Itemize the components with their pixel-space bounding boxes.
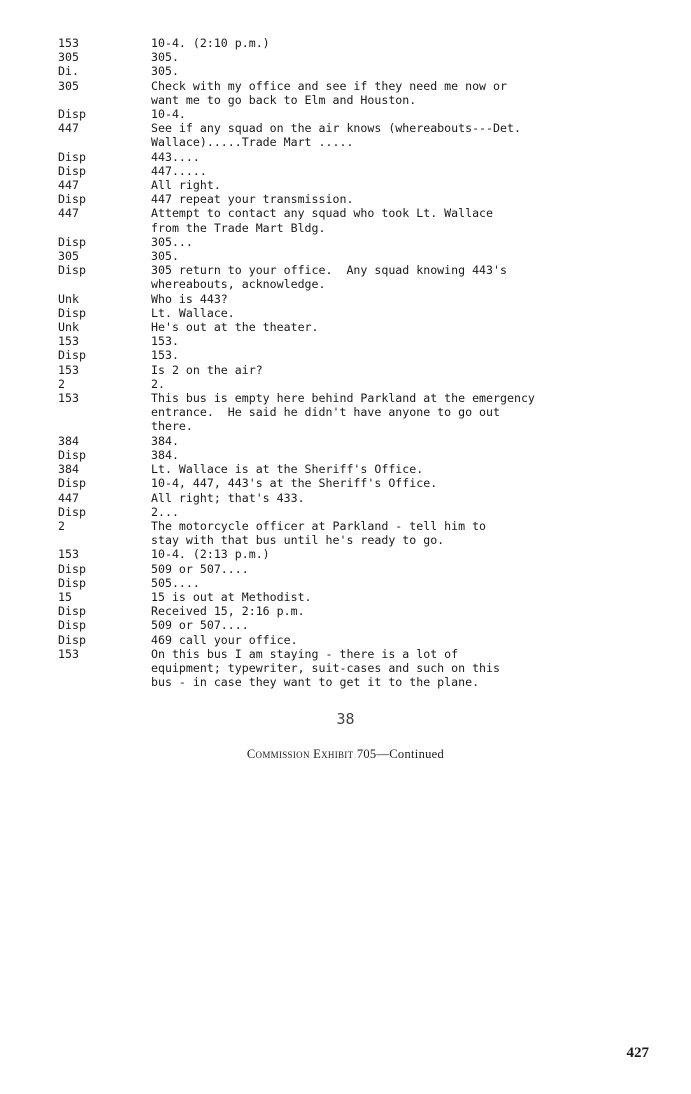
- transcript-row: [58, 576, 628, 590]
- transmission-text: Check with my office and see if they need me now or want me to go back to Elm and Houston.: [151, 78, 507, 107]
- speaker-unit: 153: [58, 646, 79, 661]
- transmission-text: 2...: [151, 504, 179, 519]
- transmission-text: 10-4. (2:10 p.m.): [151, 36, 270, 50]
- transmission-text: 153.: [151, 334, 179, 349]
- transcript-row: [58, 50, 628, 64]
- speaker-unit: 305: [58, 78, 79, 93]
- original-page-marker: 38: [336, 710, 355, 728]
- exhibit-caption-title: Commission Exhibit 705: [246, 747, 377, 761]
- transcript-row: [58, 604, 628, 618]
- speaker-unit: Disp: [58, 163, 86, 178]
- speaker-unit: 2: [58, 376, 65, 391]
- transmission-text: 469 call your office.: [151, 632, 298, 647]
- speaker-unit: 153: [58, 547, 79, 562]
- transcript-row: [58, 547, 628, 561]
- speaker-unit: Disp: [58, 234, 86, 249]
- transcript-row: [58, 391, 628, 434]
- exhibit-caption: [0, 747, 691, 762]
- transmission-text: 305.: [151, 249, 179, 264]
- transmission-text: 153.: [151, 348, 179, 363]
- transmission-text: 505....: [151, 575, 200, 590]
- speaker-unit: 447: [58, 490, 79, 505]
- transcript-row: [58, 192, 628, 206]
- transmission-text: 305...: [151, 234, 193, 249]
- speaker-unit: Disp: [58, 107, 86, 122]
- transcript-row: [58, 79, 628, 107]
- transmission-text: 447 repeat your transmission.: [151, 192, 354, 207]
- transcript-row: [58, 249, 628, 263]
- speaker-unit: Disp: [58, 561, 86, 576]
- transcript-row: [58, 263, 628, 291]
- transcript-row: [58, 462, 628, 476]
- transmission-text: 384.: [151, 447, 179, 462]
- transmission-text: Lt. Wallace is at the Sheriff's Office.: [151, 462, 424, 477]
- transcript-row: [58, 590, 628, 604]
- speaker-unit: 305: [58, 249, 79, 264]
- transmission-text: Who is 443?: [151, 291, 228, 306]
- transcript-row: [58, 64, 628, 78]
- transmission-text: Attempt to contact any squad who took Lt. Wallace from the Trade Mart Bldg.: [151, 206, 494, 235]
- transcript-row: [58, 107, 628, 121]
- speaker-unit: Disp: [58, 149, 86, 164]
- transcript-row: [58, 235, 628, 249]
- transcript-row: [58, 178, 628, 192]
- speaker-unit: Disp: [58, 504, 86, 519]
- transcript-row: [58, 448, 628, 462]
- speaker-unit: Disp: [58, 476, 86, 491]
- transcript-row: [58, 164, 628, 178]
- speaker-unit: 384: [58, 433, 79, 448]
- exhibit-caption-suffix: —Continued: [376, 747, 445, 761]
- speaker-unit: 447: [58, 178, 79, 193]
- transmission-text: 384.: [151, 433, 179, 448]
- transmission-text: 10-4. (2:13 p.m.): [151, 547, 270, 562]
- speaker-unit: 384: [58, 462, 79, 477]
- transmission-text: All right.: [151, 178, 221, 193]
- speaker-unit: 153: [58, 36, 79, 50]
- transmission-text: Received 15, 2:16 p.m.: [151, 604, 305, 619]
- transmission-text: The motorcycle officer at Parkland - tell him to stay with that bus until he's ready to go.: [151, 518, 487, 548]
- transcript-row: [58, 36, 628, 50]
- speaker-unit: Disp: [58, 618, 86, 633]
- transcript-row: [58, 505, 628, 519]
- transcript-row: [58, 363, 628, 377]
- transcript-row: [58, 334, 628, 348]
- speaker-unit: 447: [58, 206, 79, 221]
- speaker-unit: Di.: [58, 64, 79, 79]
- transmission-text: 10-4, 447, 443's at the Sheriff's Office.: [151, 476, 438, 491]
- transmission-text: 305.: [151, 50, 179, 65]
- speaker-unit: 15: [58, 589, 72, 604]
- page-number: 427: [626, 1045, 649, 1061]
- speaker-unit: Disp: [58, 447, 86, 462]
- speaker-unit: 2: [58, 518, 65, 533]
- transmission-text: See if any squad on the air knows (whereabouts---Det. Wallace).....Trade Mart .....: [151, 121, 521, 150]
- transmission-text: 2.: [151, 376, 165, 391]
- speaker-unit: 447: [58, 121, 79, 136]
- transmission-text: This bus is empty here behind Parkland at the emergency entrance. He said he didn't have anyone to go out there.: [151, 391, 535, 434]
- transmission-text: 447.....: [151, 163, 207, 178]
- transmission-text: He's out at the theater.: [151, 320, 319, 335]
- transmission-text: Is 2 on the air?: [151, 362, 263, 377]
- transcript-row: [58, 476, 628, 490]
- transmission-text: 443....: [151, 149, 200, 164]
- transmission-text: 305.: [151, 64, 179, 79]
- transcript-row: [58, 434, 628, 448]
- transcript-row: [58, 491, 628, 505]
- transcript-row: [58, 121, 628, 149]
- transmission-text: All right; that's 433.: [151, 490, 305, 505]
- transmission-text: 509 or 507....: [151, 561, 249, 576]
- speaker-unit: Unk: [58, 291, 79, 306]
- transcript-row: [58, 562, 628, 576]
- transcript-row: [58, 206, 628, 234]
- speaker-unit: Disp: [58, 575, 86, 590]
- transcript-row: [58, 618, 628, 632]
- speaker-unit: Disp: [58, 192, 86, 207]
- transmission-text: 305 return to your office. Any squad knowing 443's whereabouts, acknowledge.: [151, 263, 507, 292]
- transcript-row: [58, 633, 628, 647]
- transcript-row: [58, 306, 628, 320]
- radio-transcript: [58, 36, 628, 689]
- transcript-row: [58, 377, 628, 391]
- speaker-unit: Disp: [58, 604, 86, 619]
- speaker-unit: 305: [58, 50, 79, 65]
- transcript-row: [58, 348, 628, 362]
- speaker-unit: 153: [58, 391, 79, 406]
- transcript-row: [58, 150, 628, 164]
- transmission-text: 10-4.: [151, 107, 186, 122]
- transcript-row: [58, 292, 628, 306]
- transmission-text: Lt. Wallace.: [151, 305, 235, 320]
- transcript-row: [58, 320, 628, 334]
- speaker-unit: 153: [58, 334, 79, 349]
- speaker-unit: Disp: [58, 632, 86, 647]
- speaker-unit: Disp: [58, 305, 86, 320]
- speaker-unit: Unk: [58, 320, 79, 335]
- speaker-unit: 153: [58, 362, 79, 377]
- transmission-text: On this bus I am staying - there is a lot of equipment; typewriter, suit-cases and such on this bus - in case they want to get it to the plane.: [151, 646, 501, 690]
- speaker-unit: Disp: [58, 348, 86, 363]
- transmission-text: 509 or 507....: [151, 618, 249, 633]
- transcript-row: [58, 519, 628, 547]
- transmission-text: 15 is out at Methodist.: [151, 589, 312, 604]
- transcript-row: [58, 647, 628, 690]
- speaker-unit: Disp: [58, 263, 86, 278]
